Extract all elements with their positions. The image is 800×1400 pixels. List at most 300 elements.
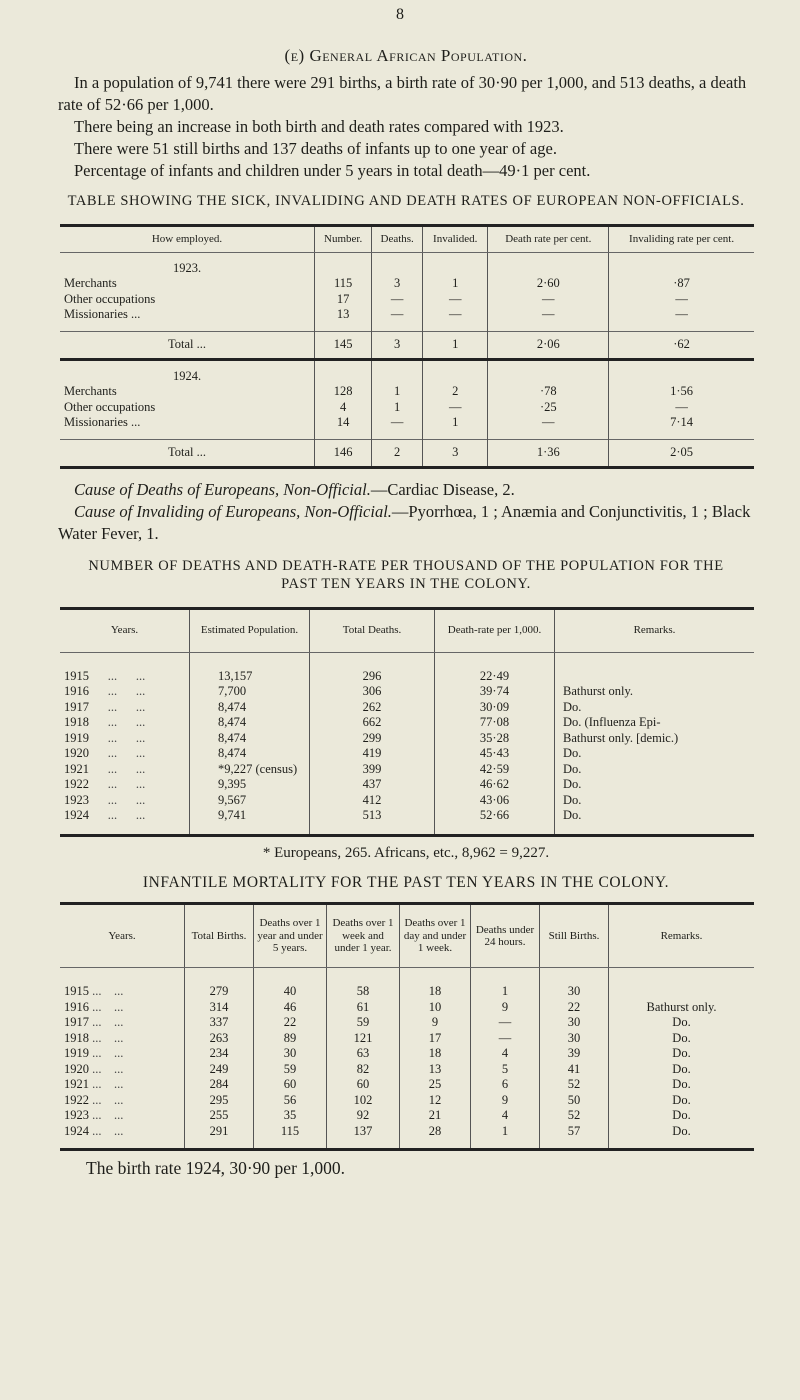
table-row bbox=[60, 1077, 754, 1093]
leader-dots: ... ... bbox=[89, 1123, 124, 1138]
total-cell: 3 bbox=[372, 331, 423, 359]
leader-dots: ... ... bbox=[89, 1092, 124, 1107]
cell: Do. bbox=[555, 793, 755, 809]
closing-line: The birth rate 1924, 30·90 per 1,000. bbox=[86, 1157, 346, 1178]
empty-cell bbox=[254, 968, 327, 985]
cause-text: —Cardiac Disease, 2. bbox=[370, 479, 515, 499]
cell bbox=[60, 684, 190, 700]
cell bbox=[60, 984, 185, 1000]
cell: 41 bbox=[540, 1062, 609, 1078]
table2-title: NUMBER OF DEATHS AND DEATH-RATE PER THOUSAND OF THE POPULATION FOR THE PAST TEN YEARS IN THE COLONY. bbox=[88, 557, 724, 592]
empty-cell bbox=[609, 431, 754, 440]
cell bbox=[60, 777, 190, 793]
cell bbox=[60, 762, 190, 778]
leader-dots: ... ... bbox=[89, 999, 124, 1014]
table-row bbox=[60, 731, 754, 747]
cell: 60 bbox=[327, 1077, 400, 1093]
cell: 255 bbox=[185, 1108, 254, 1124]
cell: 52 bbox=[540, 1108, 609, 1124]
cell: 60 bbox=[254, 1077, 327, 1093]
empty-cell bbox=[488, 431, 609, 440]
cell: 30 bbox=[540, 984, 609, 1000]
cell: 52 bbox=[540, 1077, 609, 1093]
empty-cell bbox=[488, 359, 609, 384]
cell bbox=[555, 669, 755, 685]
spacer-row bbox=[60, 968, 754, 985]
cell bbox=[60, 1077, 185, 1093]
cell bbox=[60, 1093, 185, 1109]
section-heading: (e) General African Population. bbox=[284, 46, 528, 65]
column-header: Remarks. bbox=[609, 904, 755, 968]
total-cell: 3 bbox=[423, 439, 488, 467]
table-row bbox=[60, 1062, 754, 1078]
table-row bbox=[60, 777, 754, 793]
empty-cell bbox=[372, 252, 423, 276]
cell: 9 bbox=[471, 1093, 540, 1109]
cause-of-deaths bbox=[58, 479, 754, 501]
column-header: Years. bbox=[60, 904, 185, 968]
cell: 6 bbox=[471, 1077, 540, 1093]
cell: 13,157 bbox=[190, 669, 310, 685]
cell: Other occupations bbox=[64, 399, 156, 414]
cell: 12 bbox=[400, 1093, 471, 1109]
cell bbox=[60, 1046, 185, 1062]
cell: 306 bbox=[310, 684, 435, 700]
cell: Do. bbox=[609, 1093, 755, 1109]
leader-dots: ... ... bbox=[89, 668, 146, 683]
cell: 4 bbox=[471, 1108, 540, 1124]
paragraph: There were 51 still births and 137 deaths of infants up to one year of age. bbox=[74, 139, 557, 158]
empty-cell bbox=[609, 968, 755, 985]
death-rate-table bbox=[60, 607, 754, 838]
year: 1917 bbox=[64, 1015, 89, 1029]
cell: — bbox=[372, 307, 423, 323]
cell: 128 bbox=[315, 384, 372, 400]
cell: 30 bbox=[540, 1031, 609, 1047]
empty-cell bbox=[540, 968, 609, 985]
year: 1920 bbox=[64, 1061, 89, 1076]
cell bbox=[60, 700, 190, 716]
cell: 299 bbox=[310, 731, 435, 747]
total-cell: 1 bbox=[423, 331, 488, 359]
cause-text: —Pyorrhœa, 1 ; Anæmia and Conjunctivitis, 1 ; Black Water Fever, 1. bbox=[58, 501, 751, 543]
spacer-row bbox=[60, 431, 754, 440]
cell: 14 bbox=[315, 415, 372, 431]
year: 1921 bbox=[64, 761, 89, 776]
leader-dots: ... ... bbox=[89, 792, 146, 807]
year-label: 1923. bbox=[172, 260, 202, 275]
cell: — bbox=[488, 415, 609, 431]
table1-title: TABLE SHOWING THE SICK, INVALIDING AND DEATH RATES OF EUROPEAN NON-OFFICIALS. bbox=[67, 193, 745, 209]
cell: — bbox=[488, 307, 609, 323]
cell: 43·06 bbox=[435, 793, 555, 809]
year: 1917 bbox=[64, 699, 89, 714]
empty-cell bbox=[60, 968, 185, 985]
cell: 52·66 bbox=[435, 808, 555, 836]
table-row bbox=[60, 307, 754, 323]
cell: 59 bbox=[254, 1062, 327, 1078]
cell: Merchants bbox=[64, 384, 117, 398]
year: 1924 bbox=[64, 808, 89, 822]
cell: 13 bbox=[315, 307, 372, 323]
cell: Other occupations bbox=[64, 291, 156, 306]
cell: 9,741 bbox=[190, 808, 310, 836]
empty-cell bbox=[488, 252, 609, 276]
infantile-mortality-table bbox=[60, 902, 754, 1151]
cell: Do. bbox=[555, 808, 755, 836]
total-cell: Total ... bbox=[60, 331, 315, 359]
empty-cell bbox=[60, 323, 315, 332]
cell: 102 bbox=[327, 1093, 400, 1109]
cell: Do. bbox=[555, 700, 755, 716]
table-row bbox=[60, 715, 754, 731]
empty-cell bbox=[60, 652, 190, 669]
cell: — bbox=[609, 307, 754, 323]
cell: 22·49 bbox=[435, 669, 555, 685]
year: 1915 bbox=[64, 984, 89, 998]
column-header: Still Births. bbox=[540, 904, 609, 968]
cell: 17 bbox=[400, 1031, 471, 1047]
cell: 419 bbox=[310, 746, 435, 762]
leader-dots: ... ... bbox=[89, 1061, 124, 1076]
cause-label: Cause of Invaliding of Europeans, Non-Official. bbox=[74, 501, 392, 521]
cell bbox=[60, 1015, 185, 1031]
empty-cell bbox=[372, 431, 423, 440]
cell: 8,474 bbox=[190, 700, 310, 716]
cell: 249 bbox=[185, 1062, 254, 1078]
cell: 22 bbox=[254, 1015, 327, 1031]
cell: 296 bbox=[310, 669, 435, 685]
total-row bbox=[60, 331, 754, 359]
cell: Bathurst only. bbox=[555, 684, 755, 700]
table-row bbox=[60, 746, 754, 762]
paragraph: Percentage of infants and children under 5 years in total death—49·1 per cent. bbox=[74, 161, 591, 180]
empty-cell bbox=[423, 431, 488, 440]
column-header: Invalided. bbox=[423, 226, 488, 253]
year: 1920 bbox=[64, 746, 89, 760]
cell: 59 bbox=[327, 1015, 400, 1031]
empty-cell bbox=[372, 359, 423, 384]
leader-dots: ... ... bbox=[89, 1015, 124, 1029]
cell: 30 bbox=[254, 1046, 327, 1062]
cell: 46·62 bbox=[435, 777, 555, 793]
cell: 1 bbox=[372, 400, 423, 416]
year: 1923 bbox=[64, 792, 89, 807]
cell bbox=[60, 808, 190, 836]
spacer-row bbox=[60, 652, 754, 669]
cell: 279 bbox=[185, 984, 254, 1000]
column-header: Estimated Population. bbox=[190, 608, 310, 652]
cell: 30·09 bbox=[435, 700, 555, 716]
cell: 399 bbox=[310, 762, 435, 778]
cell: 25 bbox=[400, 1077, 471, 1093]
cell: — bbox=[609, 292, 754, 308]
cell: Do. bbox=[555, 746, 755, 762]
cell: 35·28 bbox=[435, 731, 555, 747]
cell bbox=[609, 984, 755, 1000]
empty-cell bbox=[435, 652, 555, 669]
table-row bbox=[60, 1093, 754, 1109]
cell: 57 bbox=[540, 1124, 609, 1150]
cause-of-invaliding bbox=[58, 501, 754, 545]
column-header: How employed. bbox=[60, 226, 315, 253]
cell: 13 bbox=[400, 1062, 471, 1078]
cell: Bathurst only. [demic.) bbox=[555, 731, 755, 747]
empty-cell bbox=[488, 323, 609, 332]
leader-dots: ... ... bbox=[89, 1108, 124, 1122]
empty-cell bbox=[190, 652, 310, 669]
leader-dots: ... ... bbox=[89, 730, 146, 745]
total-cell: 2·05 bbox=[609, 439, 754, 467]
cell: 10 bbox=[400, 1000, 471, 1016]
cell: 1 bbox=[423, 415, 488, 431]
cell: 8,474 bbox=[190, 715, 310, 731]
empty-cell bbox=[310, 652, 435, 669]
table-row bbox=[60, 292, 754, 308]
empty-cell bbox=[423, 359, 488, 384]
year: 1922 bbox=[64, 777, 89, 791]
column-header: Total Births. bbox=[185, 904, 254, 968]
leader-dots: ... ... bbox=[89, 1030, 124, 1045]
cell: Do. (Influenza Epi- bbox=[555, 715, 755, 731]
cell: 7·14 bbox=[609, 415, 754, 431]
cell: 4 bbox=[315, 400, 372, 416]
cell: 39·74 bbox=[435, 684, 555, 700]
cell: 295 bbox=[185, 1093, 254, 1109]
cell bbox=[60, 1000, 185, 1016]
cell: 1 bbox=[471, 1124, 540, 1150]
cell: 121 bbox=[327, 1031, 400, 1047]
total-cell: 2 bbox=[372, 439, 423, 467]
cell: 137 bbox=[327, 1124, 400, 1150]
column-header: Remarks. bbox=[555, 608, 755, 652]
year-row bbox=[60, 252, 754, 276]
empty-cell bbox=[327, 968, 400, 985]
leader-dots: ... ... bbox=[89, 761, 146, 776]
cell: Bathurst only. bbox=[609, 1000, 755, 1016]
table-row bbox=[60, 669, 754, 685]
cell: 1 bbox=[423, 276, 488, 292]
cell: 50 bbox=[540, 1093, 609, 1109]
leader-dots: ... ... bbox=[89, 699, 146, 714]
cell: 8,474 bbox=[190, 746, 310, 762]
table-row bbox=[60, 1046, 754, 1062]
table-row bbox=[60, 684, 754, 700]
empty-cell bbox=[609, 252, 754, 276]
leader-dots: ... ... bbox=[89, 715, 146, 729]
header-row bbox=[60, 608, 754, 652]
cell: — bbox=[372, 415, 423, 431]
column-header: Death-rate per 1,000. bbox=[435, 608, 555, 652]
table-row bbox=[60, 1031, 754, 1047]
cell: 7,700 bbox=[190, 684, 310, 700]
cell bbox=[60, 731, 190, 747]
total-cell: 1·36 bbox=[488, 439, 609, 467]
cell: 314 bbox=[185, 1000, 254, 1016]
cell bbox=[60, 715, 190, 731]
column-header: Deaths over 1 week and under 1 year. bbox=[327, 904, 400, 968]
year: 1924 bbox=[64, 1123, 89, 1138]
year: 1923 bbox=[64, 1108, 89, 1122]
cell: — bbox=[423, 292, 488, 308]
cell: 337 bbox=[185, 1015, 254, 1031]
table-row bbox=[60, 984, 754, 1000]
paragraph: In a population of 9,741 there were 291 births, a birth rate of 30·90 per 1,000, and 513 deaths, a death rate of 52·66 per 1,000. bbox=[58, 73, 747, 114]
cell: 8,474 bbox=[190, 731, 310, 747]
cell: 46 bbox=[254, 1000, 327, 1016]
cell: 3 bbox=[372, 276, 423, 292]
year: 1919 bbox=[64, 1046, 89, 1060]
cell: 262 bbox=[310, 700, 435, 716]
total-row bbox=[60, 439, 754, 467]
cell bbox=[60, 746, 190, 762]
cell: ·87 bbox=[609, 276, 754, 292]
cell: 61 bbox=[327, 1000, 400, 1016]
cell: 9,567 bbox=[190, 793, 310, 809]
empty-cell bbox=[609, 359, 754, 384]
cell bbox=[60, 793, 190, 809]
cell: 82 bbox=[327, 1062, 400, 1078]
cell: — bbox=[372, 292, 423, 308]
empty-cell bbox=[60, 431, 315, 440]
table-row bbox=[60, 793, 754, 809]
cell: 18 bbox=[400, 984, 471, 1000]
cell: 115 bbox=[254, 1124, 327, 1150]
cell: 89 bbox=[254, 1031, 327, 1047]
cell: 2·60 bbox=[488, 276, 609, 292]
cell: 5 bbox=[471, 1062, 540, 1078]
table-row bbox=[60, 384, 754, 400]
cell bbox=[60, 1031, 185, 1047]
cell: 39 bbox=[540, 1046, 609, 1062]
cell: — bbox=[471, 1031, 540, 1047]
cell: — bbox=[609, 400, 754, 416]
cell: — bbox=[488, 292, 609, 308]
empty-cell bbox=[423, 252, 488, 276]
year: 1918 bbox=[64, 715, 89, 729]
cell: ·78 bbox=[488, 384, 609, 400]
leader-dots: ... ... bbox=[89, 746, 146, 760]
leader-dots: ... ... bbox=[89, 684, 146, 698]
cell: 234 bbox=[185, 1046, 254, 1062]
cell: 40 bbox=[254, 984, 327, 1000]
footnote: * Europeans, 265. Africans, etc., 8,962 = 9,227. bbox=[262, 845, 550, 861]
cell: 77·08 bbox=[435, 715, 555, 731]
cell: 284 bbox=[185, 1077, 254, 1093]
empty-cell bbox=[471, 968, 540, 985]
page-number: 8 bbox=[396, 6, 404, 23]
cell: 30 bbox=[540, 1015, 609, 1031]
cell: 412 bbox=[310, 793, 435, 809]
leader-dots: ... ... bbox=[89, 1046, 124, 1060]
cell: Do. bbox=[555, 762, 755, 778]
year: 1922 bbox=[64, 1092, 89, 1107]
header-row bbox=[60, 226, 754, 253]
column-header: Years. bbox=[60, 608, 190, 652]
header-row bbox=[60, 904, 754, 968]
cell: Do. bbox=[609, 1015, 755, 1031]
cell: 1 bbox=[471, 984, 540, 1000]
year: 1918 bbox=[64, 1030, 89, 1045]
cell: 9,395 bbox=[190, 777, 310, 793]
cell: 1·56 bbox=[609, 384, 754, 400]
total-cell: 146 bbox=[315, 439, 372, 467]
column-header: Deaths over 1 year and under 5 years. bbox=[254, 904, 327, 968]
table-row bbox=[60, 400, 754, 416]
year-label: 1924. bbox=[172, 368, 202, 383]
cell: 1 bbox=[372, 384, 423, 400]
column-header: Death rate per cent. bbox=[488, 226, 609, 253]
column-header: Deaths under 24 hours. bbox=[471, 904, 540, 968]
empty-cell bbox=[315, 252, 372, 276]
cell: 22 bbox=[540, 1000, 609, 1016]
cell: 56 bbox=[254, 1093, 327, 1109]
cell: ·25 bbox=[488, 400, 609, 416]
leader-dots: ... ... bbox=[89, 984, 124, 998]
year: 1919 bbox=[64, 730, 89, 745]
cell: 437 bbox=[310, 777, 435, 793]
cell: Do. bbox=[609, 1108, 755, 1124]
cell: 662 bbox=[310, 715, 435, 731]
table-row bbox=[60, 762, 754, 778]
cell: Do. bbox=[609, 1031, 755, 1047]
table3-title: INFANTILE MORTALITY FOR THE PAST TEN YEARS IN THE COLONY. bbox=[142, 874, 670, 891]
cell: 17 bbox=[315, 292, 372, 308]
table-row bbox=[60, 700, 754, 716]
cell: Missionaries ... bbox=[64, 307, 141, 321]
cell bbox=[60, 1062, 185, 1078]
paragraph: There being an increase in both birth and death rates compared with 1923. bbox=[74, 117, 564, 136]
empty-cell bbox=[185, 968, 254, 985]
cell: 115 bbox=[315, 276, 372, 292]
european-rates-table bbox=[60, 224, 754, 469]
cell: 42·59 bbox=[435, 762, 555, 778]
empty-cell bbox=[609, 323, 754, 332]
total-cell: ·62 bbox=[609, 331, 754, 359]
cause-label: Cause of Deaths of Europeans, Non-Official. bbox=[74, 479, 371, 499]
year: 1921 bbox=[64, 1077, 89, 1091]
cell: — bbox=[423, 307, 488, 323]
empty-cell bbox=[423, 323, 488, 332]
empty-cell bbox=[315, 323, 372, 332]
cell: 9 bbox=[400, 1015, 471, 1031]
leader-dots: ... ... bbox=[89, 808, 146, 822]
cell: 2 bbox=[423, 384, 488, 400]
table-row bbox=[60, 415, 754, 431]
table-row bbox=[60, 276, 754, 292]
cell: 291 bbox=[185, 1124, 254, 1150]
year: 1916 bbox=[64, 684, 89, 698]
cell: 92 bbox=[327, 1108, 400, 1124]
cell: Do. bbox=[609, 1077, 755, 1093]
cell: 63 bbox=[327, 1046, 400, 1062]
cell: *9,227 (census) bbox=[190, 762, 310, 778]
total-cell: Total ... bbox=[60, 439, 315, 467]
cell: — bbox=[471, 1015, 540, 1031]
empty-cell bbox=[315, 359, 372, 384]
cell: 21 bbox=[400, 1108, 471, 1124]
cell: 28 bbox=[400, 1124, 471, 1150]
empty-cell bbox=[372, 323, 423, 332]
column-header: Deaths. bbox=[372, 226, 423, 253]
cell: Do. bbox=[555, 777, 755, 793]
empty-cell bbox=[315, 431, 372, 440]
total-cell: 2·06 bbox=[488, 331, 609, 359]
cell: Missionaries ... bbox=[64, 415, 141, 429]
cell: 263 bbox=[185, 1031, 254, 1047]
cell: 35 bbox=[254, 1108, 327, 1124]
leader-dots: ... ... bbox=[89, 1077, 124, 1091]
